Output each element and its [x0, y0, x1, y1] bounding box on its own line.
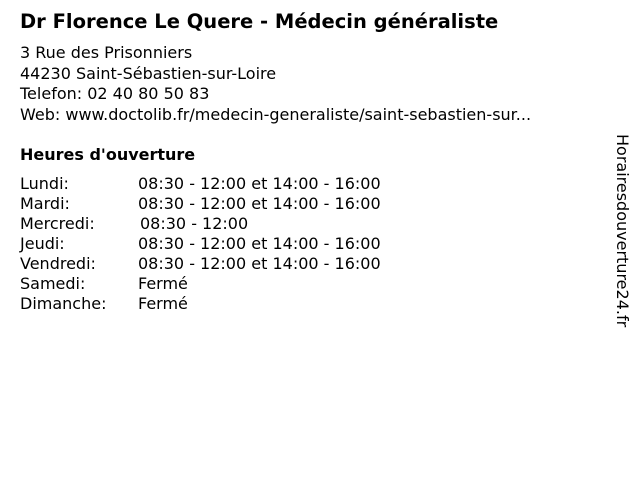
day-label: Mercredi: — [20, 214, 95, 233]
time-value: Fermé — [138, 274, 188, 293]
time-value: 08:30 - 12:00 — [140, 214, 249, 233]
phone-number: Telefon: 02 40 80 50 83 — [20, 84, 210, 103]
page-title: Dr Florence Le Quere - Médecin généraliste — [20, 10, 499, 33]
address-street: 3 Rue des Prisonniers — [20, 43, 193, 62]
day-label: Vendredi: — [20, 254, 96, 273]
contact-block — [20, 43, 531, 125]
day-label: Dimanche: — [20, 294, 107, 313]
site-brand-vertical: Horairesdouverture24.fr — [613, 134, 632, 328]
time-value: 08:30 - 12:00 et 14:00 - 16:00 — [138, 254, 381, 273]
day-label: Jeudi: — [20, 234, 65, 253]
day-label: Lundi: — [20, 174, 69, 193]
time-value: 08:30 - 12:00 et 14:00 - 16:00 — [138, 234, 381, 253]
day-label: Mardi: — [20, 194, 70, 213]
address-city: 44230 Saint-Sébastien-sur-Loire — [20, 63, 277, 83]
time-value: 08:30 - 12:00 et 14:00 - 16:00 — [138, 174, 381, 193]
day-label: Samedi: — [20, 274, 86, 293]
time-value: 08:30 - 12:00 et 14:00 - 16:00 — [138, 194, 381, 213]
website-link[interactable]: Web: www.doctolib.fr/medecin-generaliste/saint-sebastien-sur... — [20, 104, 532, 124]
opening-hours-heading: Heures d'ouverture — [20, 145, 196, 164]
time-value: Fermé — [138, 294, 188, 313]
